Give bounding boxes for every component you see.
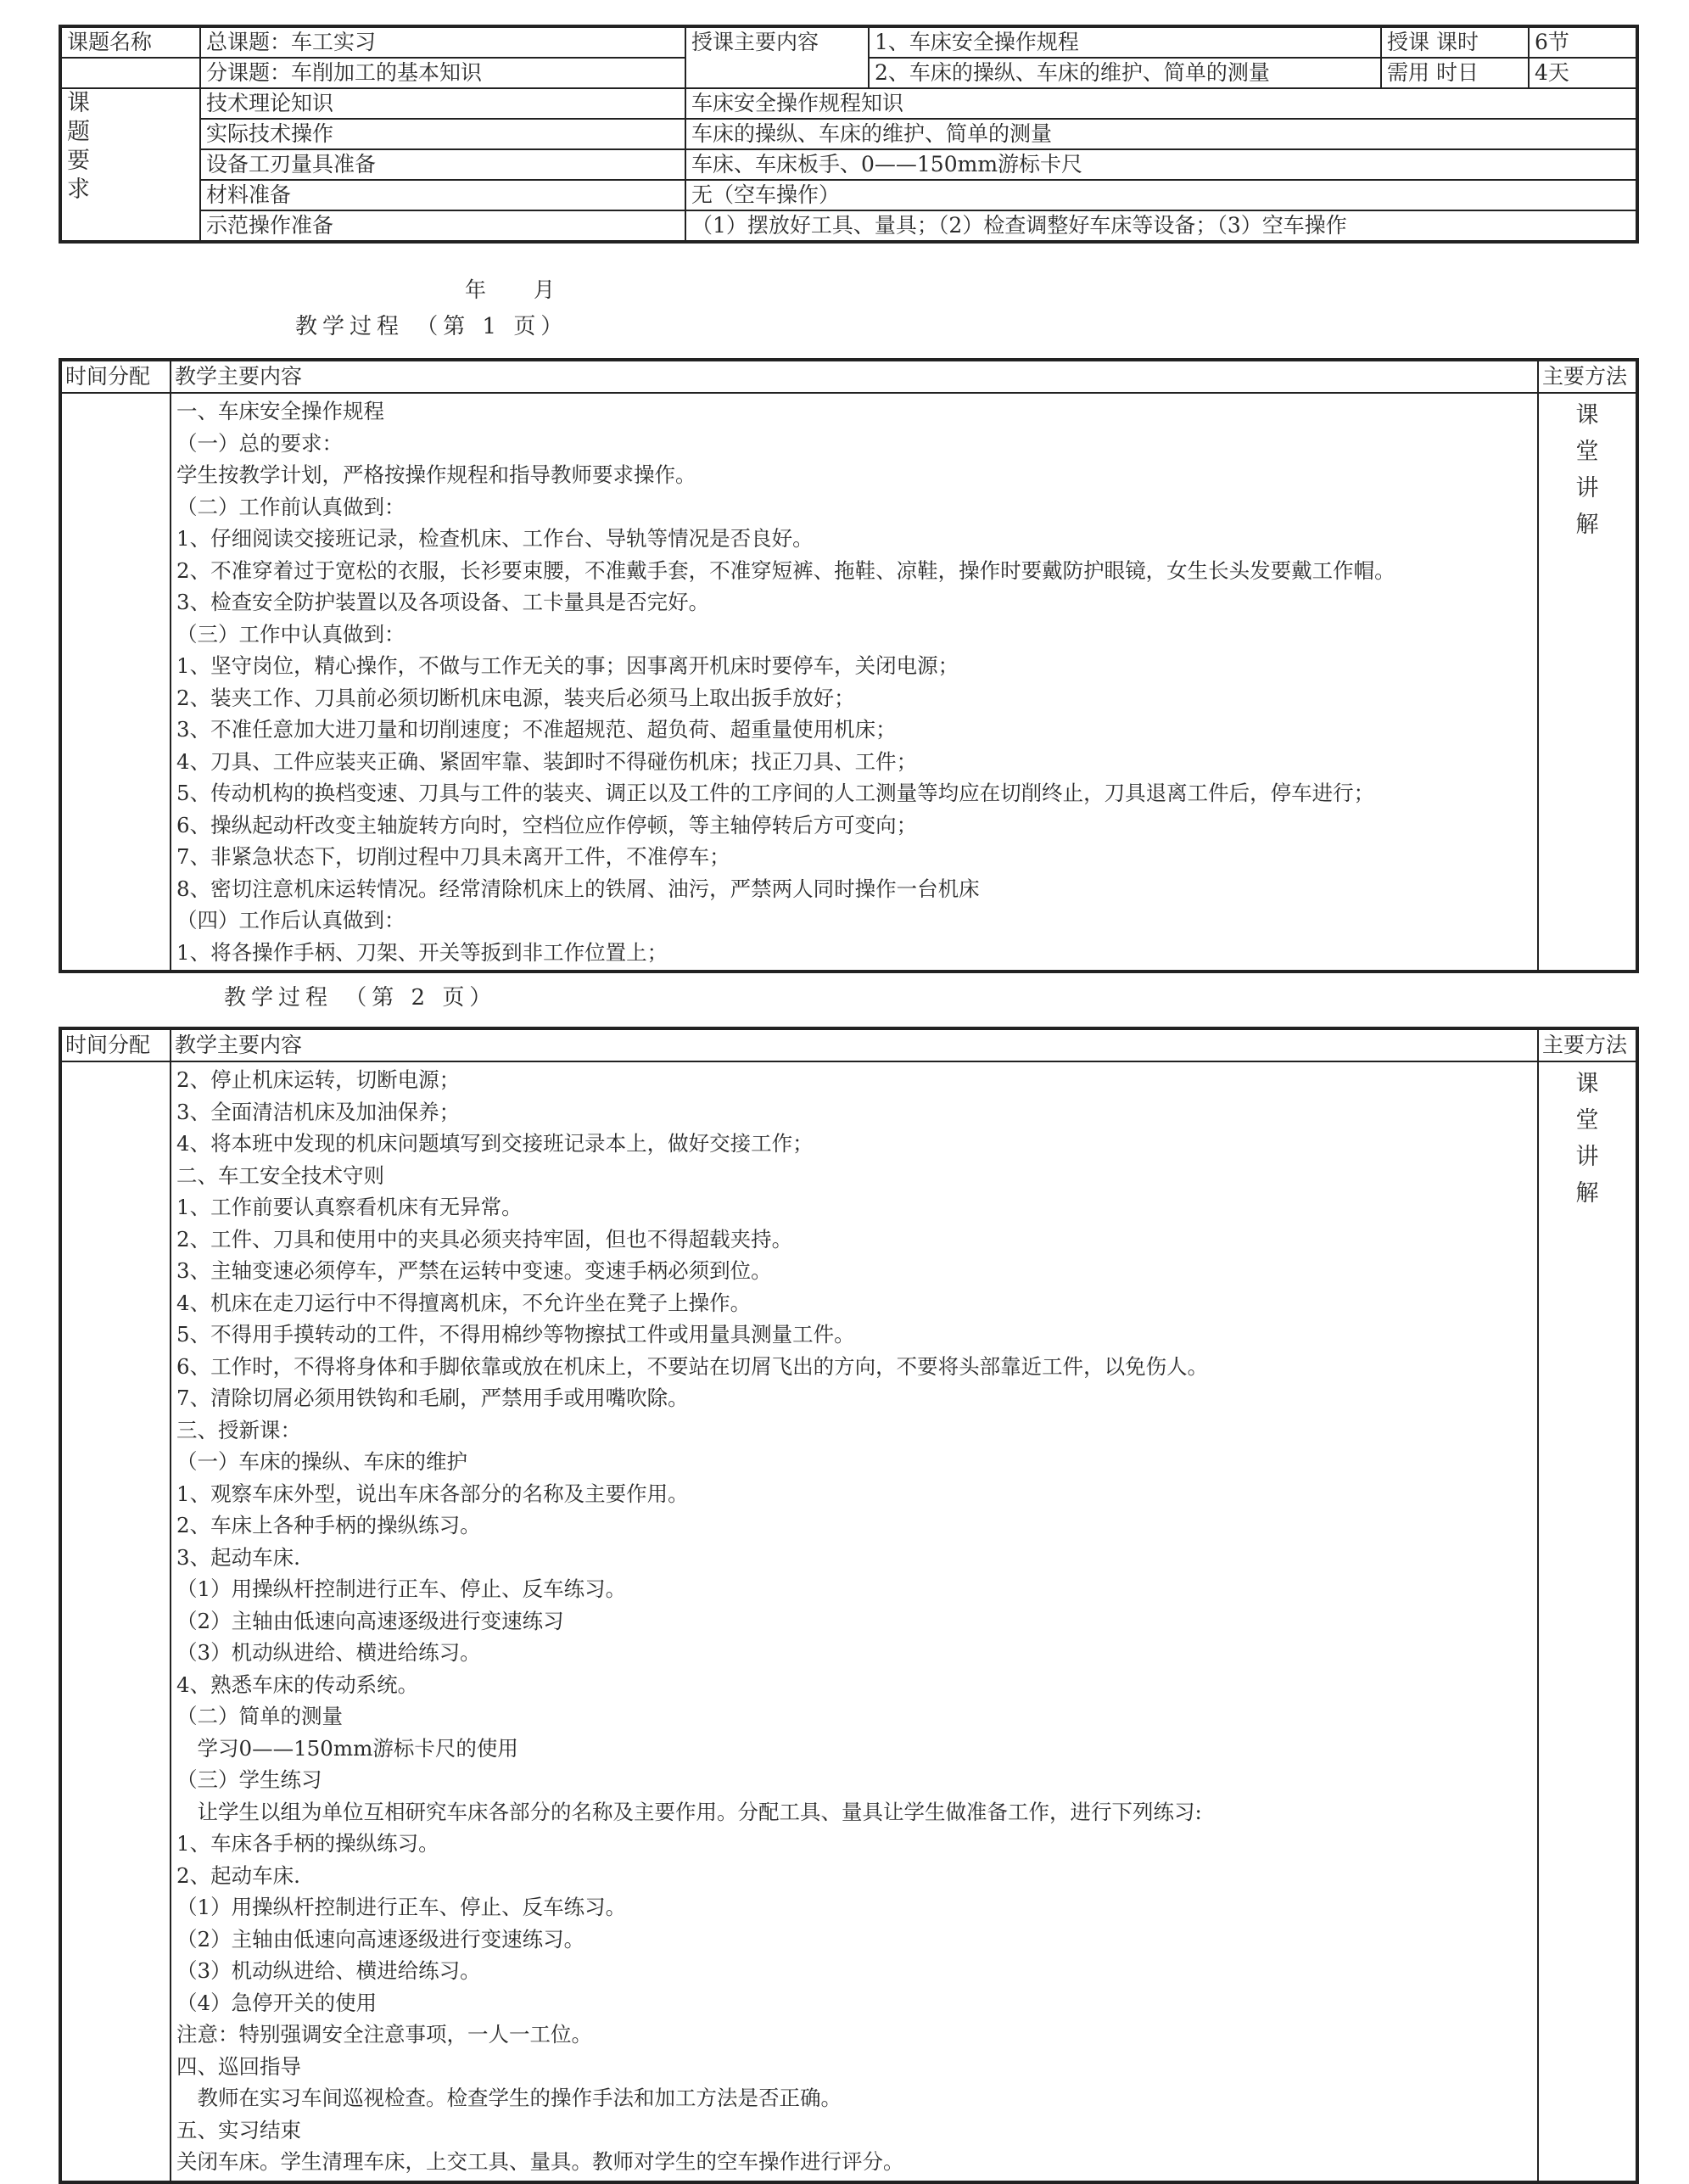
content-line: 4、熟悉车床的传动系统。 (176, 1672, 419, 1697)
content-line: 6、操纵起动杆改变主轴旋转方向时，空档位应作停顿，等主轴停转后方可变向； (176, 812, 918, 837)
content-line: 注意：特别强调安全注意事项，一人一工位。 (176, 2022, 592, 2047)
content-line: 2、工件、刀具和使用中的夹具必须夹持牢固，但也不得超载夹持。 (176, 1226, 793, 1252)
content-line: （三）工作中认真做到： (176, 621, 405, 647)
teaching-process-page-1 (59, 358, 1639, 973)
content-line: 5、不得用手摸转动的工件，不得用棉纱等物擦拭工件或用量具测量工件。 (176, 1322, 855, 1347)
content-item-2: 2、车床的操纵、车床的维护、简单的测量 (869, 58, 1381, 88)
content-item-1: 1、车床安全操作规程 (869, 26, 1381, 58)
col-method-header: 主要方法 (1538, 360, 1637, 393)
page-2-title: 教学过程 （第 2 页） (224, 985, 497, 1011)
content-line: 8、密切注意机床运转情况。经常清除机床上的铁屑、油污，严禁两人同时操作一台机床 (176, 876, 980, 901)
requirement-label: 设备工刃量具准备 (200, 149, 685, 180)
requirement-value: 车床安全操作规程知识 (685, 88, 1637, 119)
days-label: 需用 时日 (1381, 58, 1529, 88)
content-line: 1、观察车床外型，说出车床各部分的名称及主要作用。 (176, 1481, 689, 1506)
content-line: 1、仔细阅读交接班记录，检查机床、工作台、导轨等情况是否良好。 (176, 526, 814, 551)
content-line: 3、全面清洁机床及加油保养； (176, 1099, 461, 1124)
content-line: 2、不准穿着过于宽松的衣服，长衫要束腰，不准戴手套，不准穿短裤、拖鞋、凉鞋，操作时要戴防护眼镜，女生长头发要戴工作帽。 (176, 557, 1395, 583)
col-content-header: 教学主要内容 (171, 1028, 1538, 1061)
content-line: （4）急停开关的使用 (176, 1990, 378, 2015)
content-line: 五、实习结束 (176, 2117, 301, 2142)
content-line: 1、车床各手柄的操纵练习。 (176, 1831, 439, 1856)
content-line: （一）总的要求： (176, 430, 343, 456)
col-method-header: 主要方法 (1538, 1028, 1637, 1061)
content-line: 二、车工安全技术守则 (176, 1162, 384, 1188)
content-line: （3）机动纵进给、横进给练习。 (176, 1640, 481, 1665)
content-line: 6、工作时，不得将身体和手脚依靠或放在机床上，不要站在切屑飞出的方向，不要将头部靠近工件，以免伤人。 (176, 1353, 1209, 1379)
content-line: 一、车床安全操作规程 (176, 399, 384, 423)
content-line: （二）简单的测量 (176, 1704, 343, 1728)
requirement-label: 实际技术操作 (200, 119, 685, 149)
hours-label: 授课 课时 (1381, 26, 1529, 58)
requirements-label: 课 题 要 求 (60, 88, 200, 242)
col-time-header: 时间分配 (60, 360, 171, 393)
topic-label-empty (60, 58, 200, 88)
topic-main: 总课题：车工实习 (200, 26, 685, 58)
content-line: 3、检查安全防护装置以及各项设备、工卡量具是否完好。 (176, 590, 710, 614)
content-line: 5、传动机构的换档变速、刀具与工件的装夹、调正以及工件的工序间的人工测量等均应在切削终止，刀具退离工件后，停车进行； (176, 781, 1375, 805)
requirement-value: 无（空车操作） (685, 180, 1637, 210)
content-line: （三）学生练习 (176, 1767, 322, 1792)
content-line: 2、停止机床运转，切断电源； (176, 1067, 461, 1092)
requirement-label: 材料准备 (200, 180, 685, 210)
content-line: 1、将各操作手柄、刀架、开关等扳到非工作位置上； (176, 939, 668, 965)
requirement-value: （1）摆放好工具、量具；（2）检查调整好车床等设备；（3）空车操作 (685, 210, 1637, 242)
requirement-label: 技术理论知识 (200, 88, 685, 119)
content-line: 2、起动车床. (176, 1862, 300, 1888)
content-line: 三、授新课： (176, 1417, 301, 1442)
content-line: 2、车床上各种手柄的操纵练习。 (176, 1513, 481, 1537)
content-line: （1）用操纵杆控制进行正车、停止、反车练习。 (176, 1895, 627, 1919)
content-cell (171, 393, 1538, 972)
lesson-header-table (59, 25, 1639, 244)
time-cell (60, 393, 171, 972)
content-line: 关闭车床。学生清理车床，上交工具、量具。教师对学生的空车操作进行评分。 (176, 2149, 904, 2174)
content-line: 7、非紧急状态下，切削过程中刀具未离开工件，不准停车； (176, 844, 730, 869)
content-line: 四、巡回指导 (176, 2053, 301, 2079)
topic-label: 课题名称 (60, 26, 200, 58)
method-cell: 课 堂 讲 解 (1538, 393, 1637, 972)
content-line: （3）机动纵进给、横进给练习。 (176, 1958, 481, 1983)
method-cell: 课 堂 讲 解 (1538, 1061, 1637, 2182)
content-label: 授课主要内容 (685, 26, 869, 88)
content-line: 7、清除切屑必须用铁钩和毛刷，严禁用手或用嘴吹除。 (176, 1386, 689, 1410)
content-line: 4、机床在走刀运行中不得擅离机床，不允许坐在凳子上操作。 (176, 1290, 752, 1315)
content-line: 3、不准任意加大进刀量和切削速度；不准超规范、超负荷、超重量使用机床； (176, 717, 897, 742)
content-line: 3、主轴变速必须停车，严禁在运转中变速。变速手柄必须到位。 (176, 1258, 772, 1283)
hours-value: 6节 (1529, 26, 1637, 58)
teaching-process-page-2 (59, 1027, 1639, 2184)
requirement-value: 车床的操纵、车床的维护、简单的测量 (685, 119, 1637, 149)
time-cell (60, 1061, 171, 2182)
content-line: 3、起动车床. (176, 1544, 300, 1570)
requirement-label: 示范操作准备 (200, 210, 685, 242)
content-line: 4、将本班中发现的机床问题填写到交接班记录本上，做好交接工作； (176, 1131, 814, 1156)
col-time-header: 时间分配 (60, 1028, 171, 1061)
content-line: 学习0——150mm游标卡尺的使用 (176, 1735, 518, 1761)
content-line: 1、工作前要认真察看机床有无异常。 (176, 1195, 523, 1219)
days-value: 4天 (1529, 58, 1637, 88)
topic-sub: 分课题：车削加工的基本知识 (200, 58, 685, 88)
content-line: 1、坚守岗位，精心操作，不做与工作无关的事；因事离开机床时要停车，关闭电源； (176, 653, 959, 678)
requirement-value: 车床、车床板手、0——150mm游标卡尺 (685, 149, 1637, 180)
content-line: 4、刀具、工件应装夹正确、紧固牢靠、装卸时不得碰伤机床；找正刀具、工件； (176, 748, 918, 774)
content-line: （四）工作后认真做到： (176, 908, 405, 932)
content-line: 学生按教学计划，严格按操作规程和指导教师要求操作。 (176, 462, 696, 487)
content-line: （2）主轴由低速向高速逐级进行变速练习。 (176, 1926, 585, 1952)
content-line: （一）车床的操纵、车床的维护 (176, 1449, 467, 1474)
col-content-header: 教学主要内容 (171, 360, 1538, 393)
content-line: 教师在实习车间巡视检查。检查学生的操作手法和加工方法是否正确。 (176, 2086, 842, 2110)
content-line: （二）工作前认真做到： (176, 494, 405, 519)
content-cell (171, 1061, 1538, 2182)
content-line: （2）主轴由低速向高速逐级进行变速练习 (176, 1608, 564, 1633)
content-line: 让学生以组为单位互相研究车床各部分的名称及主要作用。分配工具、量具让学生做准备工作，进行下列练习: (176, 1799, 1202, 1824)
content-line: （1）用操纵杆控制进行正车、停止、反车练习。 (176, 1576, 627, 1601)
page-1-title: 教学过程 （第 1 页） (295, 314, 568, 339)
content-line: 2、装夹工作、刀具前必须切断机床电源，装夹后必须马上取出扳手放好； (176, 685, 855, 710)
date-line: 年 月 (465, 277, 575, 302)
